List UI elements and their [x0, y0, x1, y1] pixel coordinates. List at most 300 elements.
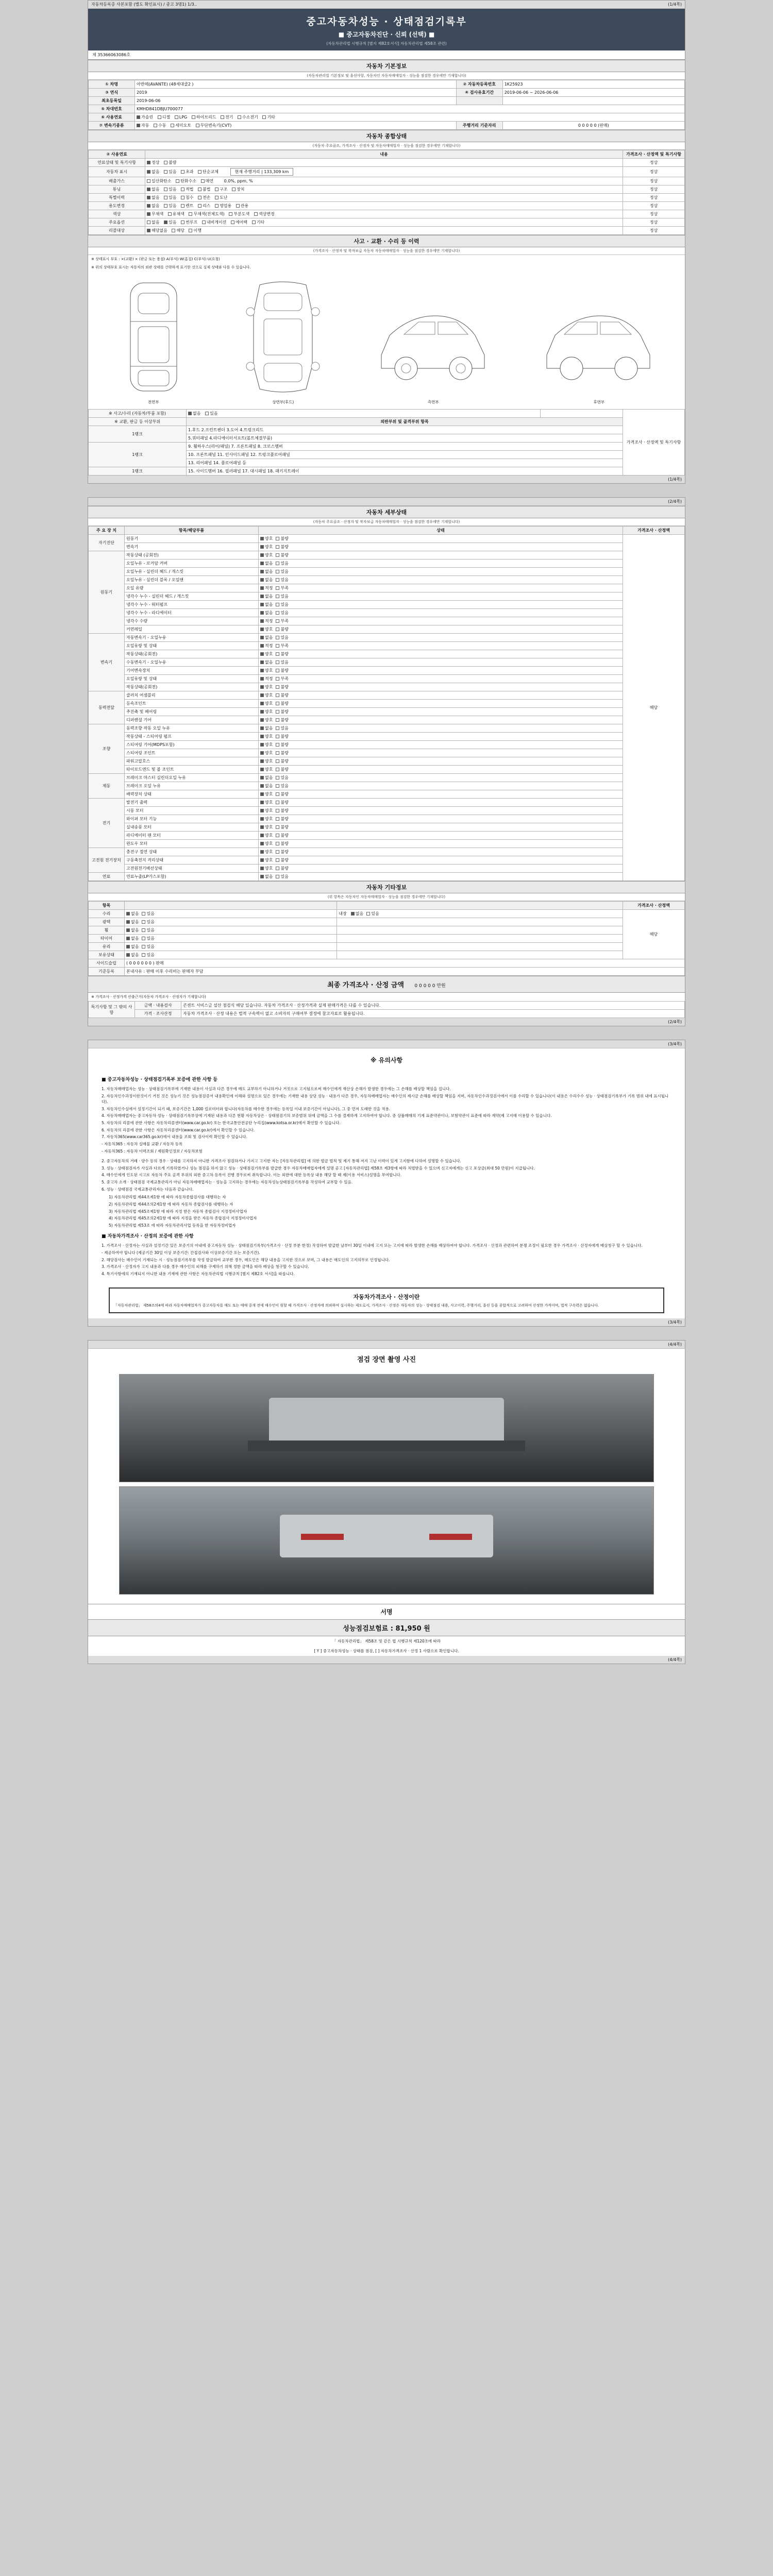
row-options — [145, 218, 623, 227]
detail-state-options — [259, 650, 623, 658]
checkbox-none[interactable] — [351, 911, 363, 917]
checkbox-ng[interactable] — [276, 791, 288, 797]
other-row-options-2 — [337, 951, 623, 959]
table-row-sideslip — [89, 959, 685, 968]
checkbox-ok[interactable] — [260, 816, 273, 822]
price-row-value: 콘센트 서비스금 설산 점검식 해당 있습니다. 자동차 가격조사 · 산정가격과 실제 판매가격은 다를 수 있습니다. — [181, 1002, 685, 1010]
checkbox-ng[interactable] — [276, 874, 288, 879]
rank-label: 1랭크 — [89, 467, 187, 476]
checkbox-exists[interactable] — [164, 195, 176, 200]
checkbox-ng[interactable] — [276, 577, 288, 583]
checkbox-exists[interactable] — [142, 927, 154, 933]
checkbox-ok[interactable] — [260, 841, 273, 846]
checkbox-theft[interactable] — [215, 195, 227, 200]
checkbox-ng[interactable] — [276, 734, 288, 739]
checkbox-smoke[interactable] — [201, 178, 213, 184]
checkbox-applicable[interactable] — [172, 228, 184, 233]
checkbox-co[interactable] — [147, 178, 172, 184]
label: 단순교체 — [203, 170, 219, 174]
table-row — [89, 642, 685, 650]
detail-state-options — [259, 601, 623, 609]
row-label-accident-repair: ※ 사고/수리 (자동차/부품 포함) — [89, 410, 187, 418]
checkbox-partial-paint[interactable] — [229, 211, 249, 217]
checkbox-ng[interactable] — [276, 544, 288, 550]
checkbox-over[interactable] — [181, 169, 193, 175]
label: 있음 — [280, 660, 289, 665]
table-row — [89, 650, 685, 658]
checkbox-ng[interactable] — [276, 775, 288, 781]
checkbox-ok[interactable] — [260, 824, 273, 830]
checkbox-ok[interactable] — [260, 758, 273, 764]
detail-state-options — [259, 840, 623, 848]
checkbox-ng[interactable] — [276, 833, 288, 838]
table-row — [89, 926, 685, 935]
label: 있음 — [280, 874, 289, 879]
label: 가솔린 — [141, 115, 154, 120]
checkbox-ok[interactable] — [260, 742, 273, 748]
checkbox-ng[interactable] — [276, 692, 288, 698]
checkbox-ok[interactable] — [260, 833, 273, 838]
checkbox-etc[interactable] — [252, 219, 264, 225]
detail-state-options — [259, 667, 623, 675]
checkbox-none[interactable] — [126, 936, 139, 941]
checkbox-chromatic[interactable] — [168, 211, 184, 217]
basic-info-table — [88, 80, 685, 130]
checkbox-ok[interactable] — [260, 709, 273, 715]
checkbox-exists[interactable] — [164, 203, 176, 209]
notice-paragraphs-2 — [102, 1158, 671, 1192]
section-sub-detail: (자동차 주요골조 · 산정자 및 북자보급 자동차매매업자 · 성능을 점검한 경우에만 기재합니다) — [88, 518, 685, 526]
price-title-text: 최종 가격조사 · 산정 금액 — [327, 981, 404, 989]
checkbox-none[interactable] — [147, 169, 159, 175]
section-title-other: 자동차 기타정보 — [88, 881, 685, 893]
table-row — [89, 576, 685, 584]
checkbox-none[interactable] — [147, 195, 159, 200]
car-view-top — [239, 278, 327, 405]
cell-value: 아반떼(AVANTE) (48세대클2 ) — [135, 80, 457, 89]
label: 불량 — [280, 825, 289, 829]
label: 불량 — [280, 866, 289, 871]
page-topbar — [88, 498, 685, 506]
checkbox-ng[interactable] — [276, 552, 288, 558]
label: 불량 — [280, 751, 289, 755]
detail-group-label: 변속기 — [89, 634, 125, 691]
checkbox-exists[interactable] — [142, 911, 154, 917]
row-options — [145, 210, 623, 218]
detail-group-label: 원동기 — [89, 551, 125, 634]
checkbox-ok[interactable] — [260, 536, 273, 541]
checkbox-flood[interactable] — [181, 195, 193, 200]
panel-text: 15. 사이드멤버 16. 필러패널 17. 대시패널 18. 패키지트레이 — [187, 467, 623, 476]
checkbox-ng[interactable] — [276, 808, 288, 814]
checkbox-none[interactable] — [147, 203, 159, 209]
checkbox-trans-auto[interactable] — [137, 123, 149, 128]
checkbox-ng[interactable] — [276, 841, 288, 846]
notice-paragraph: 1. 자동차매매업자는 성능 · 상태점검기록부에 기재한 내용이 사실과 다른 경우에 매도 교부하기 아니하거나 거짓으로 고지됨으로써 매수인에게 재산상 손해가 발생한 경우에는 그 손해를 배상할 책임을 집니다. — [102, 1086, 451, 1091]
checkbox-ng[interactable] — [276, 783, 288, 789]
table-row — [89, 560, 685, 568]
cell-value: 2019-06-06 ~ 2026-06-06 — [502, 89, 684, 97]
checkbox-none[interactable] — [126, 927, 139, 933]
page-footer-4: (4/4쪽) — [88, 1656, 685, 1664]
row-label-emission: 배출가스 — [89, 177, 145, 185]
checkbox-ng[interactable] — [276, 536, 288, 541]
detail-state-options — [259, 823, 623, 832]
detail-part-label: 오일 유량 — [125, 584, 259, 592]
label: 없음 — [265, 775, 273, 780]
table-row — [89, 467, 685, 476]
checkbox-ng[interactable] — [276, 668, 288, 673]
table-row — [89, 691, 685, 700]
label: 양호 — [265, 866, 273, 871]
checkbox-ok[interactable] — [260, 668, 273, 673]
label: 있음 — [169, 187, 177, 192]
label: 양호 — [265, 800, 273, 805]
cell-label — [456, 97, 502, 105]
checkbox-government[interactable] — [236, 203, 248, 209]
checkbox-ng[interactable] — [276, 594, 288, 599]
checkbox-none[interactable] — [126, 919, 139, 925]
row-options — [145, 185, 623, 194]
topbar-left-text: 자동차등록증 사본포함 (별도 확인표시) / 중고 3명1) 1/3.. — [91, 2, 197, 7]
table-row — [89, 551, 685, 560]
label: 없음 — [152, 187, 160, 192]
checkbox-trans-manual[interactable] — [154, 123, 166, 128]
checkbox-exists[interactable] — [142, 936, 154, 941]
checkbox-none[interactable] — [126, 911, 139, 917]
checkbox-legal[interactable] — [181, 187, 193, 192]
sideslip-value: ( 0 0 0 0 0 0 ) 판매 — [125, 959, 685, 968]
table-row — [89, 658, 685, 667]
checkbox-navigation[interactable] — [202, 219, 227, 225]
checkbox-ng[interactable] — [276, 709, 288, 715]
detail-state-options — [259, 865, 623, 873]
detail-group-label: 연료 — [89, 873, 125, 881]
label: 기타 — [256, 220, 265, 225]
price-row-label: 가격 · 조사산정 — [135, 1010, 181, 1018]
label: 불량 — [280, 545, 289, 549]
checkbox-none[interactable] — [126, 952, 139, 958]
label: 있음 — [280, 611, 289, 615]
label: 양호 — [265, 701, 273, 706]
checkbox-fuel-etc[interactable] — [262, 114, 275, 120]
table-row — [89, 733, 685, 741]
label: 없음 — [193, 411, 201, 416]
cell-label: ② 자동차등록번호 — [456, 80, 502, 89]
other-row-options — [125, 943, 337, 951]
detail-state-options — [259, 576, 623, 584]
detail-part-label: 브레이크 오일 누유 — [125, 782, 259, 790]
checkbox-ng[interactable] — [276, 561, 288, 566]
checkbox-ok[interactable] — [260, 618, 273, 624]
label: 양호 — [265, 718, 273, 722]
checkbox-ok[interactable] — [260, 602, 273, 607]
checkbox-replaced[interactable] — [198, 169, 219, 175]
checkbox-ok[interactable] — [260, 783, 273, 789]
checkbox-achromatic[interactable] — [147, 211, 163, 217]
label: 양호 — [265, 792, 273, 796]
checkbox-fuel-gasoline[interactable] — [137, 114, 153, 120]
signature-label: 서명 — [88, 1604, 685, 1619]
table-row — [89, 202, 685, 210]
checkbox-ok[interactable] — [260, 544, 273, 550]
detail-part-label: 커먼레일 — [125, 625, 259, 634]
checkbox-none[interactable] — [188, 411, 200, 416]
page-2 — [88, 497, 685, 1026]
label: 매연 — [205, 179, 214, 183]
checkbox-ok[interactable] — [260, 635, 273, 640]
checkbox-full-repaint[interactable] — [189, 211, 224, 217]
checkbox-not-applicable[interactable] — [147, 228, 167, 233]
checkbox-ok[interactable] — [260, 734, 273, 739]
other-row-options — [125, 935, 337, 943]
checkbox-ok[interactable] — [260, 692, 273, 698]
document-number: 제 35366063086호 — [88, 50, 685, 60]
checkbox-ok[interactable] — [260, 775, 273, 781]
table-row — [89, 683, 685, 691]
checkbox-ok[interactable] — [260, 866, 273, 871]
checkbox-ng[interactable] — [276, 849, 288, 855]
detail-state-options — [259, 749, 623, 757]
checkbox-exists[interactable] — [142, 919, 154, 925]
checkbox-illegal[interactable] — [198, 187, 210, 192]
checkbox-ng[interactable] — [276, 742, 288, 748]
row-label-fuel-state: 연료상태 및 특기사항 — [89, 159, 145, 167]
accident-legend-1: ※ 상태표시 부호 : ×(교환) × (판금 또는 용접) A(부식) W(흠집) C(부식) U(요철) — [91, 257, 220, 261]
checkbox-ok[interactable] — [260, 626, 273, 632]
other-row-options-2 — [337, 918, 623, 926]
checkbox-ok[interactable] — [260, 717, 273, 723]
checkbox-ng[interactable] — [276, 618, 288, 624]
label: 없음 — [355, 911, 364, 916]
checkbox-airbag[interactable] — [231, 219, 247, 225]
inspection-photo-front — [119, 1374, 654, 1482]
page-1 — [88, 0, 685, 484]
other-row-label: 휠 — [89, 926, 125, 935]
label: 불량 — [280, 734, 289, 739]
checkbox-ng[interactable] — [276, 800, 288, 805]
checkbox-ok[interactable] — [260, 651, 273, 657]
detail-part-label: 오일유량 및 상태 — [125, 675, 259, 683]
checkbox-ng[interactable] — [276, 684, 288, 690]
checkbox-ok[interactable] — [260, 569, 273, 574]
detail-part-label: 냉각수 누수 - 실린더 헤드 / 개스킷 — [125, 592, 259, 601]
detail-state-options — [259, 856, 623, 865]
detail-part-label: 파워고압호스 — [125, 757, 259, 766]
checkbox-ok[interactable] — [260, 610, 273, 616]
checkbox-ng[interactable] — [276, 866, 288, 871]
checkbox-none[interactable] — [126, 944, 139, 950]
checkbox-ng[interactable] — [276, 701, 288, 706]
checkbox-ok[interactable] — [260, 643, 273, 649]
checkbox-color-change[interactable] — [254, 211, 275, 217]
label: 없음 — [131, 911, 139, 916]
table-row — [89, 935, 685, 943]
checkbox-ng[interactable] — [276, 824, 288, 830]
checkbox-ok[interactable] — [260, 585, 273, 591]
label: 없음 — [265, 660, 273, 665]
checkbox-ok[interactable] — [260, 552, 273, 558]
label: 불법 — [203, 187, 211, 192]
notice-paragraph: 4. 자동차매매업자는 중고자동차 성능 · 상태점검기록부상에 기재된 내용과 다른 현황 자동차상은 · 상태점검기의 보증범위 위에 금액을 그 수를 결제하게 고지하여야 합니다. 중 상품매매의 기계 표준약관이나, 보험약관이 표준에 따라 계약(제 고지에 이용할 수 있습니다. — [102, 1113, 552, 1118]
checkbox-rent[interactable] — [181, 203, 193, 209]
checkbox-ok[interactable] — [260, 561, 273, 566]
checkbox-ng[interactable] — [276, 602, 288, 607]
checkbox-exists[interactable] — [164, 187, 176, 192]
checkbox-none[interactable] — [147, 219, 159, 225]
label: 양호 — [265, 858, 273, 862]
table-row-fuel — [89, 113, 685, 122]
checkbox-exists[interactable] — [164, 169, 176, 175]
label: 양호 — [265, 850, 273, 854]
notice-paragraph: - 자동차365 : 자동차 이력조회 / 제원확인정보 / 자동차보험 — [102, 1148, 203, 1154]
table-row — [89, 418, 685, 426]
checkbox-ng[interactable] — [276, 816, 288, 822]
detail-state-options — [259, 543, 623, 551]
detail-state-options — [259, 634, 623, 642]
detail-part-label: 윈도우 모터 — [125, 840, 259, 848]
checkbox-ok[interactable] — [260, 767, 273, 772]
checkbox-fuel-hydrogen[interactable] — [238, 114, 258, 120]
checkbox-fuel-hybrid[interactable] — [192, 114, 216, 120]
col-state: 상태 — [259, 527, 623, 535]
section-title-overall: 자동차 종합상태 — [88, 130, 685, 142]
checkbox-ok[interactable] — [260, 874, 273, 879]
label: 영업용 — [220, 204, 232, 208]
checkbox-hc[interactable] — [176, 178, 196, 184]
label: 없음 — [265, 602, 273, 607]
label: 있음 — [169, 220, 177, 225]
other-row-label: 광택 — [89, 918, 125, 926]
notice-paragraph: 3. 자동차인수실에서 설정기간이 되기 때, 보증기간은 1,000 킬로미터와 합니다(자동차를 매수한 경우에는 등록일 이내 보증기간이 아닙니다), 그 중 먼저 도래한 것을 적용. — [102, 1106, 391, 1111]
checkbox-ok[interactable] — [260, 800, 273, 805]
checkbox-fuel-lpg[interactable] — [175, 115, 187, 120]
detail-part-label: 배력장치 상태 — [125, 790, 259, 799]
checkbox-ng[interactable] — [276, 750, 288, 756]
other-row-label-2: 내장 — [339, 911, 347, 916]
table-row — [89, 667, 685, 675]
checkbox-ng[interactable] — [276, 626, 288, 632]
label: 양호 — [265, 817, 273, 821]
checkbox-ng[interactable] — [276, 585, 288, 591]
checkbox-ng[interactable] — [276, 651, 288, 657]
table-row — [89, 675, 685, 683]
label: 양호 — [265, 825, 273, 829]
detail-part-label: 시동 모터 — [125, 807, 259, 815]
panel-text: 5.쿼터패널 4.라디에이터서포트(볼트체결부품) — [187, 434, 623, 443]
table-row — [89, 724, 685, 733]
checkbox-normal[interactable] — [147, 160, 159, 165]
checkbox-structure[interactable] — [215, 187, 227, 192]
checkbox-ok[interactable] — [260, 577, 273, 583]
checkbox-performed[interactable] — [189, 228, 201, 233]
label: 있음 — [169, 195, 177, 200]
label: 색상변경 — [258, 212, 275, 216]
checkbox-business[interactable] — [215, 203, 231, 209]
checkbox-none[interactable] — [147, 187, 159, 192]
checkbox-exists[interactable] — [164, 219, 176, 225]
label: 없음 — [265, 578, 273, 582]
checkbox-ok[interactable] — [260, 725, 273, 731]
label: 불량 — [280, 718, 289, 722]
checkbox-fuel-ev[interactable] — [221, 114, 233, 120]
checkbox-bad[interactable] — [164, 160, 176, 165]
row-options — [145, 177, 623, 185]
row-options — [145, 227, 623, 235]
checkbox-lease[interactable] — [198, 203, 210, 209]
checkbox-ng[interactable] — [276, 635, 288, 640]
section-title-detail: 자동차 세부상태 — [88, 506, 685, 518]
table-row — [89, 167, 685, 177]
checkbox-trans-semi[interactable] — [171, 123, 191, 128]
notice-paragraph: 3. 가격조사 · 산정자가 고지 내용과 다를 경우 매수인의 피해를 구제하기 위해 정한 금액을 따라 배상을 청구할 수 있습니다. — [102, 1264, 309, 1269]
label: 양호 — [265, 751, 273, 755]
detail-state-options — [259, 708, 623, 716]
checkbox-total-loss[interactable] — [198, 195, 210, 200]
checkbox-device[interactable] — [232, 187, 244, 192]
checkbox-fuel-diesel[interactable] — [158, 114, 170, 120]
checkbox-ng[interactable] — [276, 767, 288, 772]
checkbox-ok[interactable] — [260, 701, 273, 706]
checkbox-ng[interactable] — [276, 610, 288, 616]
checkbox-exists[interactable] — [142, 944, 154, 950]
detail-part-label: 와이퍼 모터 기능 — [125, 815, 259, 823]
checkbox-ok[interactable] — [260, 849, 273, 855]
label: 없음 — [265, 561, 273, 566]
checkbox-ng[interactable] — [276, 659, 288, 665]
label: 있음 — [280, 635, 289, 640]
label: 일산화탄소 — [152, 179, 172, 183]
label: 불량 — [280, 627, 289, 632]
label: 적정 — [265, 643, 273, 648]
checkbox-ok[interactable] — [260, 808, 273, 814]
checkbox-ok[interactable] — [260, 659, 273, 665]
page-footer-3: (3/4쪽) — [88, 1318, 685, 1326]
checkbox-ng[interactable] — [276, 676, 288, 682]
checkbox-trans-cvt[interactable] — [196, 123, 232, 128]
checkbox-exists[interactable] — [205, 411, 217, 416]
checkbox-ok[interactable] — [260, 791, 273, 797]
checkbox-ng[interactable] — [276, 717, 288, 723]
notice-body — [88, 1067, 685, 1282]
checkbox-ok[interactable] — [260, 684, 273, 690]
checkbox-ng[interactable] — [276, 857, 288, 863]
checkbox-ng[interactable] — [276, 758, 288, 764]
topbar-right-text: (1/4쪽) — [668, 2, 682, 7]
checkbox-ng[interactable] — [276, 569, 288, 574]
cell-label: ① 차명 — [89, 80, 135, 89]
label: 적정 — [265, 619, 273, 623]
checkbox-sunroof[interactable] — [181, 219, 197, 225]
table-row — [89, 774, 685, 782]
checkbox-ng[interactable] — [276, 725, 288, 731]
detail-part-label: 클러치 어셈블리 — [125, 691, 259, 700]
label: 없음 — [131, 944, 139, 949]
table-row — [89, 799, 685, 807]
checkbox-ok[interactable] — [260, 750, 273, 756]
label: 초과 — [186, 170, 194, 174]
checkbox-ok[interactable] — [260, 594, 273, 599]
checkbox-exists[interactable] — [366, 911, 379, 917]
car-view-label: 상면부(후드) — [272, 400, 294, 404]
checkbox-ng[interactable] — [276, 643, 288, 649]
label: 불량 — [280, 817, 289, 821]
detail-part-label: 냉각수 누수 - 라디에이터 — [125, 609, 259, 617]
mileage-box: 현재 주행거리 | 133,309 km — [230, 168, 294, 176]
checkbox-exists[interactable] — [142, 952, 154, 958]
checkbox-ok[interactable] — [260, 857, 273, 863]
checkbox-ok[interactable] — [260, 676, 273, 682]
